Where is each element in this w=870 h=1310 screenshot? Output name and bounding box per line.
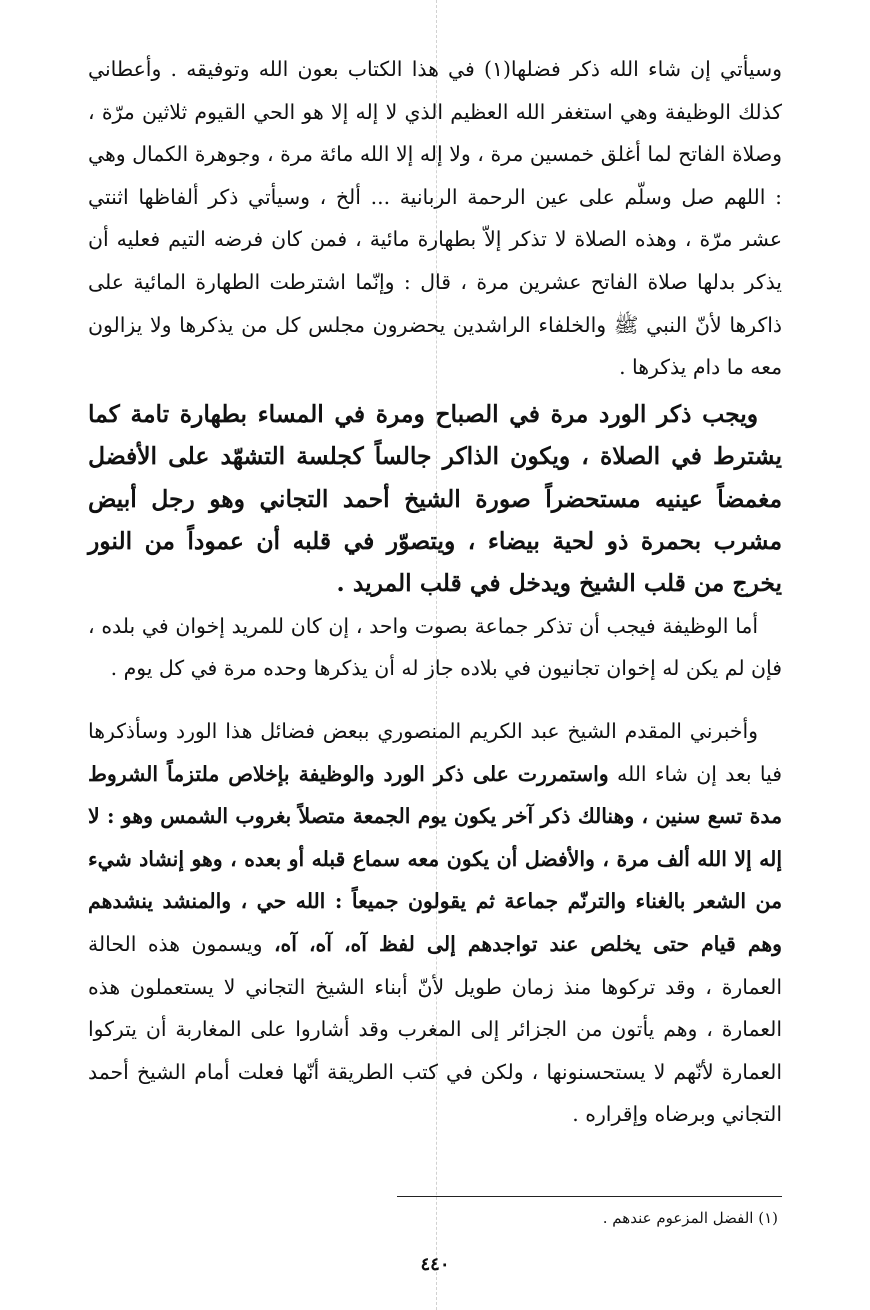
paragraph-1: وسيأتي إن شاء الله ذكر فضلها(١) في هذا الكتاب بعون الله وتوفيقه . وأعطاني كذلك الوظيفة وهي استغفر الله العظيم الذي لا إله إلا هو الحي القيوم ثلاثين مرّة ، وصلاة الفاتح لما أغلق خمسين مرة ، ولا إله إلا الله مائة مرة ، وجوهرة الكمال وهي : اللهم صل وسلّم على عين الرحمة الربانية ... ألخ ، وسيأتي ذكر ألفاظها اثنتي عشر مرّة ، وهذه الصلاة لا تذكر إلاّ بطهارة مائية ، فمن كان فرضه التيم فعليه أن يذكر بدلها صلاة الفاتح عشرين مرة ، قال : وإنّما اشترطت الطهارة المائية على ذاكرها لأنّ النبي ﷺ والخلفاء الراشدين يحضرون مجلس كل من يذكرها ولا يزالون معه ما دام يذكرها . bbox=[88, 57, 782, 380]
footnote: (١) الفضل المزعوم عندهم . bbox=[602, 1209, 778, 1227]
paragraph-4-bold: واستمررت على ذكر الورد والوظيفة بإخلاص ملتزماً الشروط مدة تسع سنين ، وهنالك ذكر آخر يكون يوم الجمعة متصلاً بغروب الشمس وهو : لا إله إلا الله ألف مرة ، والأفضل أن يكون معه سماع قبله أو بعده ، وهو إنشاد شيء من الشعر بالغناء والترنّم جماعة ثم يقولون جميعاً : الله حي ، والمنشد ينشدهم وهم قيام حتى يخلص عند تواجدهم إلى لفظ آه، آه، آه، bbox=[88, 761, 783, 956]
paragraph-4 bbox=[88, 710, 782, 1136]
paragraph-4-rest: ويسمون هذه الحالة العمارة ، وقد تركوها منذ زمان طويل لأنّ أبناء الشيخ التجاني لا يستعملون هذه العمارة ، وهم يأتون من الجزائر إلى المغرب وقد أشاروا على المغاربة أن يتركوا العمارة لأنّهم لا يستحسنونها ، ولكن في كتب الطريقة أنّها فعلت أمام الشيخ أحمد التجاني وبرضاه وإقراره . bbox=[88, 931, 782, 1127]
paragraph-4-intro: وأخبرني المقدم الشيخ عبد الكريم المنصوري ببعض فضائل هذا الورد وسأذكرها فيا بعد إن شاء الله bbox=[88, 718, 782, 786]
footnote-rule bbox=[397, 1196, 782, 1197]
body-text bbox=[88, 48, 782, 1136]
paragraph-2: ويجب ذكر الورد مرة في الصباح ومرة في المساء بطهارة تامة كما يشترط في الصلاة ، ويكون الذاكر جالساً كجلسة التشهّد على الأفضل مغمضاً عينيه مستحضراً صورة الشيخ أحمد التجاني وهو رجل أبيض مشرب بحمرة ذو لحية بيضاء ، ويتصوّر في قلبه أن عموداً من النور يخرج من قلب الشيخ ويدخل في قلب المريد . bbox=[88, 399, 782, 598]
page-number: ٤٤٠ bbox=[420, 1254, 450, 1275]
paragraph-3: أما الوظيفة فيجب أن تذكر جماعة بصوت واحد ، إن كان للمريد إخوان في بلده ، فإن لم يكن له إخوان تجانيون في بلاده جاز له أن يذكرها وحده مرة في كل يوم . bbox=[88, 613, 782, 681]
